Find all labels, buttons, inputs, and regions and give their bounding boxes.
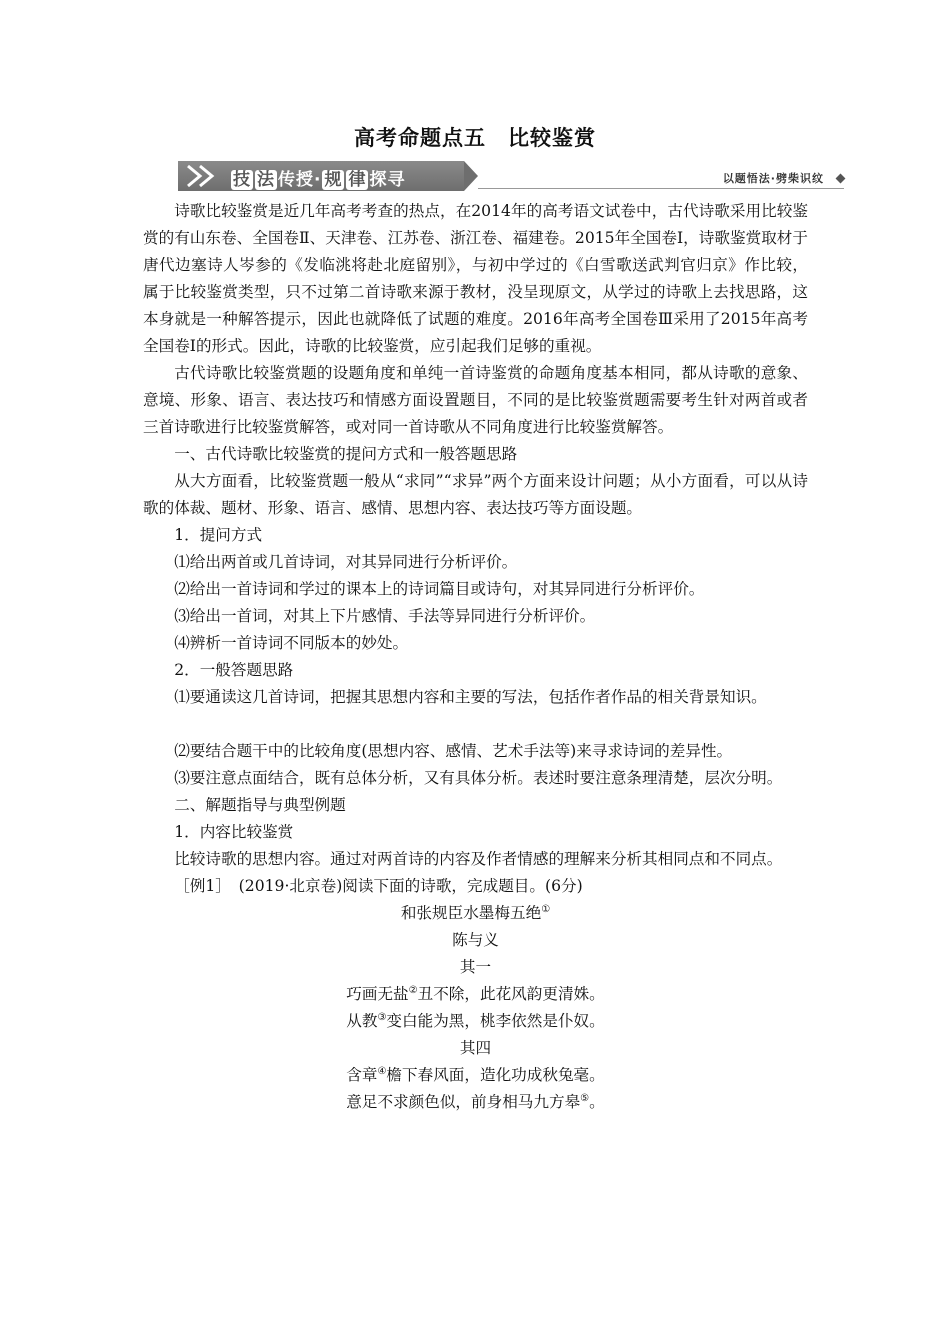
list-item: ⑶要注意点面结合，既有总体分析，又有具体分析。表述时要注意条理清楚，层次分明。 xyxy=(174,769,783,787)
banner-box-char: 法 xyxy=(257,170,275,190)
banner-box-char: 规 xyxy=(324,170,343,190)
article-body xyxy=(143,198,808,1116)
paragraph: 诗歌比较鉴赏是近几年高考考查的热点，在2014年的高考语文试卷中，古代诗歌采用比较鉴赏的有山东卷、全国卷Ⅱ、天津卷、江苏卷、浙江卷、福建卷。2015年全国卷Ⅰ，诗歌鉴赏取材于唐代边塞诗人岑参的《发临洮将赴北庭留别》，与初中学过的《白雪歌送武判官归京》作比较， 属于比较鉴赏类型，只不过第二首诗歌来源于教材，没呈现原文，从学过的诗歌上去找思路，这本身就是一种解答提示，因此也就降低了试题的难度。2016年高考全国卷Ⅲ采用了2015年高考全国卷Ⅰ的形式。因此，诗歌的比较鉴赏，应引起我们足够的重视。 xyxy=(143,202,808,355)
list-item: ⑶给出一首词，对其上下片感情、手法等异同进行分析评价。 xyxy=(174,607,596,625)
banner-text: 探寻 xyxy=(369,170,406,190)
page-title xyxy=(0,122,950,152)
title-subject: 比较鉴赏 xyxy=(508,126,596,150)
list-item: ⑴给出两首或几首诗词，对其异同进行分析评价。 xyxy=(174,553,518,571)
list-item: ⑵给出一首诗词和学过的课本上的诗词篇目或诗句，对其异同进行分析评价。 xyxy=(174,580,705,598)
footnote-marker: ③ xyxy=(377,1011,387,1023)
list-item: ⑷辨析一首诗词不同版本的妙处。 xyxy=(174,634,409,652)
banner-text: 传授· xyxy=(278,170,322,190)
double-chevron-icon xyxy=(184,164,226,188)
paragraph: 古代诗歌比较鉴赏题的设题角度和单纯一首诗鉴赏的命题角度基本相同，都从诗歌的意象、意境、形象、语言、表达技巧和情感方面设置题目，不同的是比较鉴赏题需要考生针对两首或者三首诗歌进行比较鉴赏解答，或对同一首诗歌从不同角度进行比较鉴赏解答。 xyxy=(143,364,808,436)
title-topic: 高考命题点五 xyxy=(354,126,486,150)
banner-box-char: 律 xyxy=(348,170,367,190)
poem-line: 巧画无盐②丑不除，此花风韵更清姝。 xyxy=(346,984,605,1003)
poem-part-heading: 其四 xyxy=(459,1039,492,1057)
poem-author: 陈与义 xyxy=(452,931,499,949)
paragraph: 从大方面看，比较鉴赏题一般从“求同”“求异”两个方面来设计问题；从小方面看，可以从诗歌的体裁、题材、形象、语言、感情、思想内容、表达技巧等方面设题。 xyxy=(143,472,808,517)
section-banner xyxy=(178,161,850,191)
subsection-heading: 2．一般答题思路 xyxy=(174,661,294,679)
poem-part-heading: 其一 xyxy=(459,958,492,976)
banner-divider xyxy=(478,188,844,189)
banner-slogan: 以题悟法·劈柴识纹 xyxy=(722,172,824,185)
section-heading: 一、古代诗歌比较鉴赏的提问方式和一般答题思路 xyxy=(174,445,518,463)
banner-arrow-tip xyxy=(464,161,478,191)
diamond-icon xyxy=(836,174,846,184)
footnote-marker: ① xyxy=(541,903,551,915)
poem-line: 含章④檐下春风面，造化功成秋兔毫。 xyxy=(346,1065,605,1084)
subsection-heading: 1．提问方式 xyxy=(174,526,263,544)
poem-line: 从教③变白能为黑，桃李依然是仆奴。 xyxy=(346,1011,605,1030)
list-item: ⑵要结合题干中的比较角度(思想内容、感情、艺术手法等)来寻求诗词的差异性。 xyxy=(174,742,733,760)
banner-box-char: 技 xyxy=(233,170,251,190)
poem-title: 和张规臣水墨梅五绝① xyxy=(400,903,551,922)
example-prompt: ［例1］ (2019·北京卷)阅读下面的诗歌，完成题目。(6分) xyxy=(174,877,583,895)
poem xyxy=(143,900,808,1116)
footnote-marker: ⑤ xyxy=(580,1092,590,1104)
poem-line: 意足不求颜色似，前身相马九方皋⑤。 xyxy=(346,1092,605,1111)
list-item: ⑴要通读这几首诗词，把握其思想内容和主要的写法，包括作者作品的相关背景知识。 xyxy=(174,688,767,706)
footnote-marker: ④ xyxy=(377,1065,387,1077)
footnote-marker: ② xyxy=(408,984,418,996)
subsection-heading: 1．内容比较鉴赏 xyxy=(174,823,294,841)
paragraph: 比较诗歌的思想内容。通过对两首诗的内容及作者情感的理解来分析其相同点和不同点。 xyxy=(174,850,783,868)
section-heading: 二、解题指导与典型例题 xyxy=(174,796,346,814)
banner-label xyxy=(230,165,405,190)
